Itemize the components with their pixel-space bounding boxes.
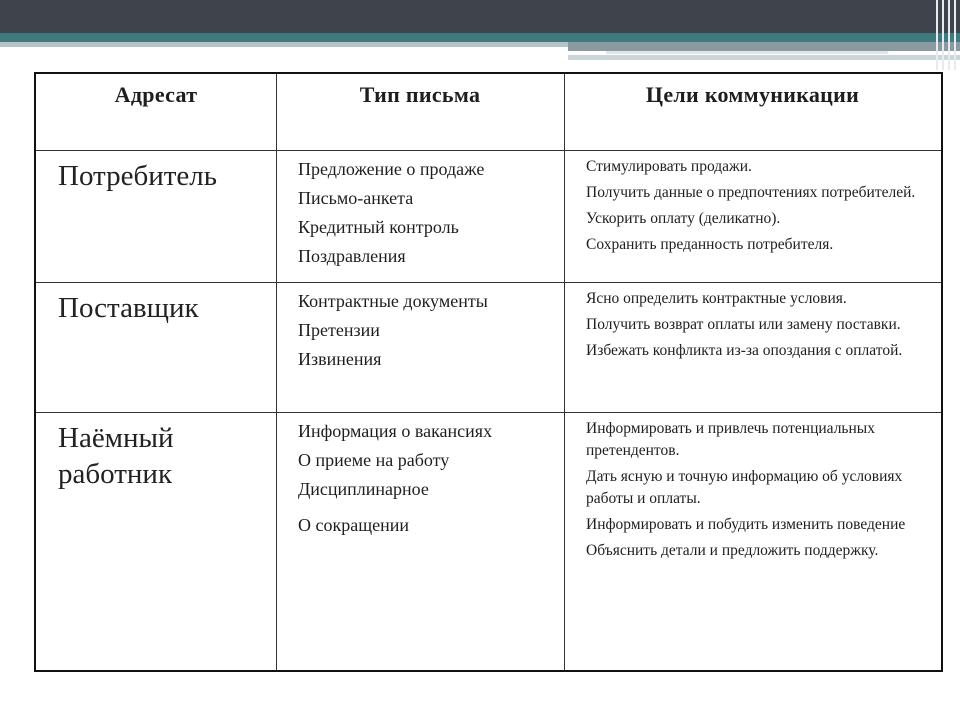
row-divider	[36, 412, 941, 413]
column-divider	[276, 74, 277, 670]
letter-type-item: Информация о вакансиях	[298, 421, 493, 441]
row-divider	[36, 282, 941, 283]
letter-type-item: Контрактные документы	[298, 291, 488, 311]
goal-item: Получить данные о предпочтениях потребителей.	[586, 184, 916, 201]
goals-list	[586, 418, 931, 566]
goal-item: Ускорить оплату (деликатно).	[586, 210, 781, 227]
letter-type-item: Кредитный контроль	[298, 217, 459, 237]
row-divider	[36, 150, 941, 151]
addressee-employee: Наёмный работник	[58, 422, 174, 490]
header-line	[606, 51, 888, 54]
letter-types-list	[298, 157, 554, 273]
letter-types-list	[298, 419, 498, 542]
header-addressee: Адресат	[114, 82, 198, 107]
header-decor-stripes	[922, 0, 960, 70]
header-goals: Цели коммуникации	[645, 82, 860, 107]
goal-item: Дать ясную и точную информацию об условиях работы и оплаты.	[586, 468, 903, 507]
addressee-consumer: Потребитель	[58, 160, 217, 192]
header-bar-gray	[568, 42, 960, 51]
header-bar-dark	[0, 0, 960, 33]
letter-type-item: О приеме на работу	[298, 450, 450, 470]
goal-item: Сохранить преданность потребителя.	[586, 236, 834, 253]
goal-item: Информировать и побудить изменить поведение	[586, 516, 906, 533]
letter-types-list	[298, 289, 554, 376]
letter-type-item: Претензии	[298, 320, 380, 340]
column-divider	[564, 74, 565, 670]
letter-type-item: Предложение о продаже	[298, 159, 485, 179]
content-table	[34, 72, 943, 672]
header-bar-teal	[0, 33, 960, 42]
letter-type-item: О сокращении	[298, 515, 409, 535]
letter-type-item: Письмо-анкета	[298, 188, 414, 208]
goal-item: Ясно определить контрактные условия.	[586, 290, 847, 307]
header-line-lower	[568, 55, 960, 60]
header-letter-type: Тип письма	[359, 82, 481, 107]
letter-type-item: Дисциплинарное	[298, 479, 429, 499]
letter-type-item: Поздравления	[298, 246, 406, 266]
goals-list	[586, 288, 936, 366]
goal-item: Объяснить детали и предложить поддержку.	[586, 542, 879, 559]
header-bar-light	[0, 42, 568, 47]
goals-list	[586, 156, 936, 260]
goal-item: Стимулировать продажи.	[586, 158, 752, 175]
goal-item: Получить возврат оплаты или замену поставки.	[586, 316, 901, 333]
goal-item: Избежать конфликта из-за опоздания с оплатой.	[586, 342, 903, 359]
addressee-supplier: Поставщик	[58, 292, 199, 324]
letter-type-item: Извинения	[298, 349, 382, 369]
goal-item: Информировать и привлечь потенциальных претендентов.	[586, 420, 875, 459]
